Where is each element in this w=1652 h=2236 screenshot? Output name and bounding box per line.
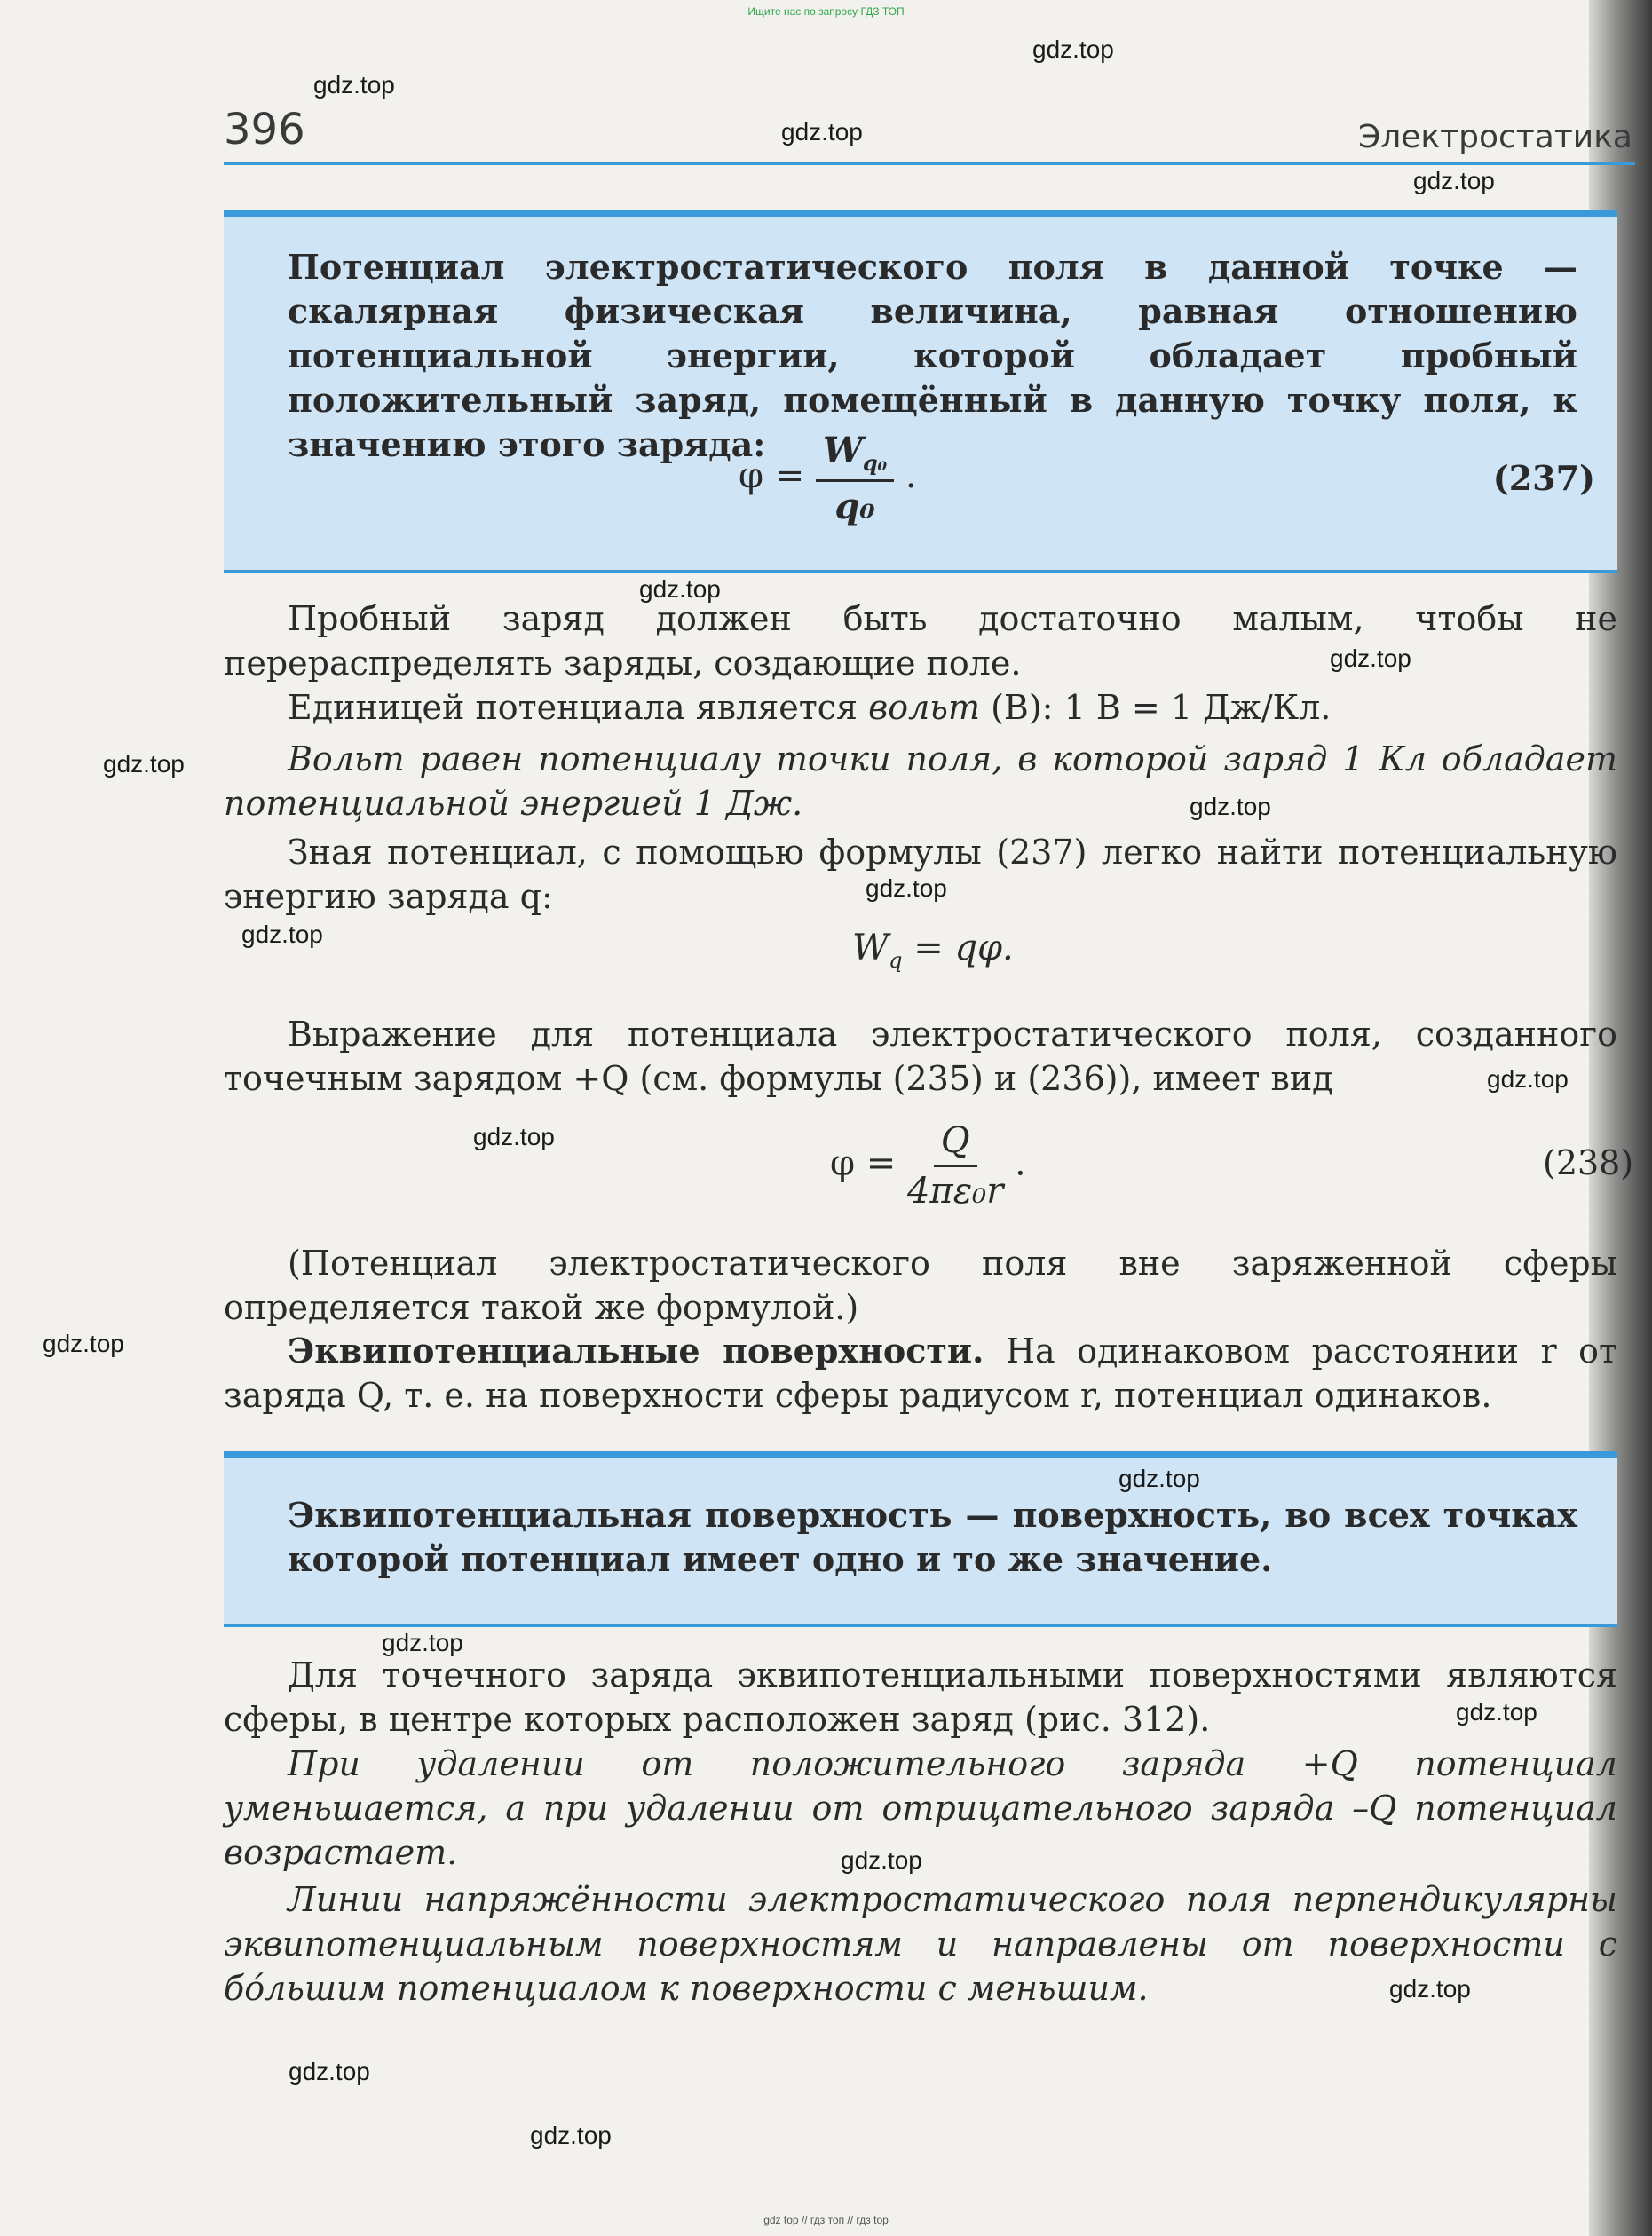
equation-number-238: (238) xyxy=(1543,1143,1634,1182)
top-banner: Ищите нас по запросу ГДЗ ТОП xyxy=(747,5,905,18)
paragraph-energy: Зная потенциал, с помощью формулы (237) легко найти потенциальную энергию заряда q: xyxy=(224,833,1617,916)
watermark: gdz.top xyxy=(1190,793,1271,820)
watermark: gdz.top xyxy=(1487,1065,1569,1093)
watermark: gdz.top xyxy=(841,1846,922,1874)
watermark: gdz.top xyxy=(473,1123,555,1150)
paragraph-unit: Единицей потенциала является вольт (В): 1 В = 1 Дж/Кл. xyxy=(288,688,1332,727)
paragraph-sphere: (Потенциал электростатического поля вне заряженной сферы определяется такой же формулой.) xyxy=(224,1244,1617,1327)
watermark: gdz.top xyxy=(1330,644,1411,672)
formula-238: φ = $\frac{Q}{\text{4πε₀r}}$ . xyxy=(830,1120,1026,1212)
bottom-banner: gdz top // гдз топ // гдз top xyxy=(763,2214,889,2226)
watermark: gdz.top xyxy=(313,71,395,99)
header-rule xyxy=(224,162,1635,165)
watermark: gdz.top xyxy=(866,874,947,902)
watermark: gdz.top xyxy=(1456,1698,1537,1726)
watermark: gdz.top xyxy=(639,575,721,603)
formula-237: φ = $\frac{W_{q_0}}{\text{q₀}}$ . xyxy=(739,430,917,527)
section-title: Электростатика xyxy=(1358,119,1632,155)
watermark: gdz.top xyxy=(1389,1975,1471,2003)
equation-number-237: (237) xyxy=(1492,458,1595,498)
paragraph-volt-definition: Вольт равен потенциалу точки поля, в которой заряд 1 Кл обладает потенциальной энергией 1 Дж. xyxy=(224,739,1617,823)
watermark: gdz.top xyxy=(289,2058,370,2085)
watermark: gdz.top xyxy=(1413,167,1495,194)
watermark: gdz.top xyxy=(530,2121,612,2149)
watermark: gdz.top xyxy=(103,750,185,778)
definition-box-potential xyxy=(224,210,1617,573)
watermark: gdz.top xyxy=(241,920,323,948)
formula-237-fraction: $\frac{W_{q_0}}{\text{q₀}}$ xyxy=(816,430,894,527)
paragraph-point-charge: Выражение для потенциала электростатического поля, созданного точечным зарядом +Q (см. формулы (235) и (236)), имеет вид xyxy=(224,1015,1617,1098)
watermark: gdz.top xyxy=(781,118,863,146)
page-number: 396 xyxy=(224,105,305,154)
paragraph-spheres: Для точечного заряда эквипотенциальными поверхностями являются сферы, в центре которых расположен заряд (рис. 312). xyxy=(224,1655,1617,1739)
paragraph-test-charge: Пробный заряд должен быть достаточно малым, чтобы не перераспределять заряды, создающие поле. xyxy=(224,599,1617,683)
watermark: gdz.top xyxy=(1118,1465,1200,1492)
paragraph-potential-change: При удалении от положительного заряда +Q потенциал уменьшается, а при удалении от отрицательного заряда –Q потенциал возрастает. xyxy=(224,1744,1617,1872)
formula-wq: $W_q = q\varphi$. xyxy=(852,928,1014,973)
watermark: gdz.top xyxy=(1032,36,1114,63)
formula-238-fraction: $\frac{Q}{\text{4πε₀r}}$ xyxy=(906,1120,1004,1212)
watermark: gdz.top xyxy=(43,1330,124,1357)
paragraph-field-lines: Линии напряжённости электростатического поля перпендикулярны эквипотенциальным поверхностям и направлены от поверхности с бóльшим потенциалом к поверхности с меньшим. xyxy=(224,1880,1617,2008)
watermark: gdz.top xyxy=(382,1629,463,1656)
definition-equipotential-text: Эквипотенциальная поверхность — поверхность, во всех точках которой потенциал имеет одно и то же значение. xyxy=(288,1495,1577,1579)
paragraph-equipotential: Эквипотенциальные поверхности. На одинаковом расстоянии r от заряда Q, т. е. на поверхности сферы радиусом r, потенциал одинаков. xyxy=(224,1331,1617,1415)
definition-potential-text: Потенциал электростатического поля в данной точке — скалярная физическая величина, равная отношению потенциальной энергии, которой обладает пробный положительный заряд, помещённый в данную точку поля, к значению этого заряда: xyxy=(288,247,1577,464)
definition-box-equipotential xyxy=(224,1451,1617,1627)
